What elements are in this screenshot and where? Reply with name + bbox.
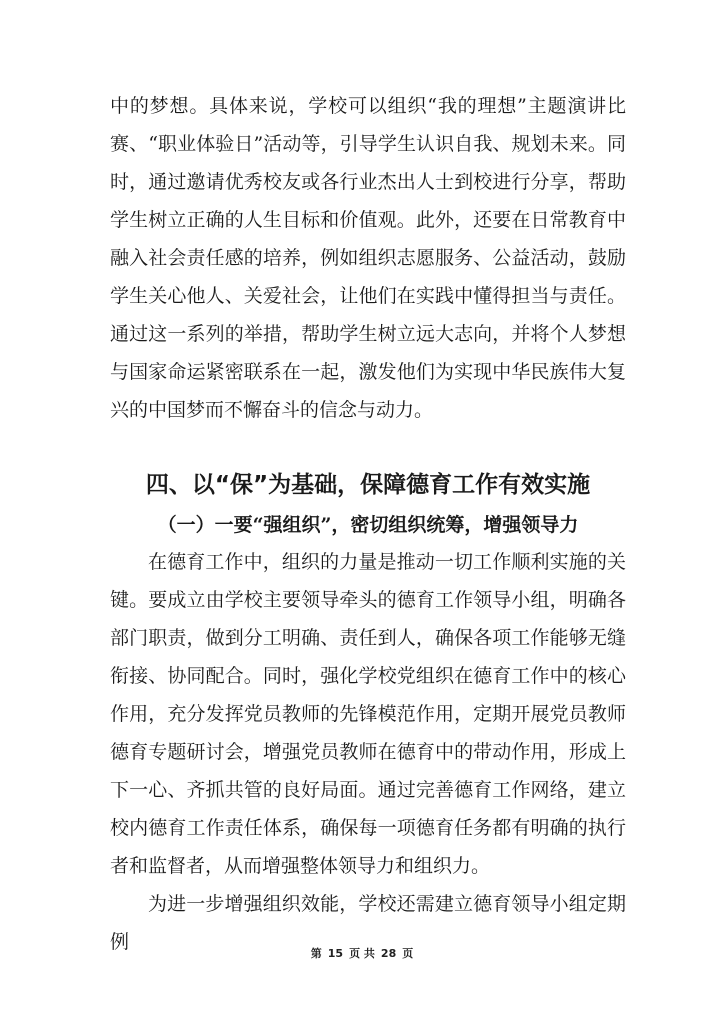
subsection-heading: （一）一要“强组织”，密切组织统筹，增强领导力: [157, 514, 579, 536]
section-paragraph-block: [110, 543, 626, 885]
footer-suffix: 页: [402, 947, 414, 960]
body-paragraph: 为进一步增强组织效能，学校还需建立德育领导小组定期例: [110, 893, 626, 953]
body-paragraph: 中的梦想。具体来说，学校可以组织“我的理想”主题演讲比赛、“职业体验日”活动等，引导学生认识自我、规划未来。同时，通过邀请优秀校友或各行业杰出人士到校进行分享，帮助学生树立正确的人生目标和价值观。此外，还要在日常教育中融入社会责任感的培养，例如组织志愿服务、公益活动，鼓励学生关心他人、关爱社会，让他们在实践中懂得担当与责任。通过这一系列的举措，帮助学生树立远大志向，并将个人梦想与国家命运紧密联系在一起，激发他们为实现中华民族伟大复兴的中国梦而不懈奋斗的信念与动力。: [110, 95, 626, 421]
footer-current-page: 15: [327, 947, 344, 960]
footer-total-pages: 28: [380, 947, 397, 960]
body-paragraph: 在德育工作中，组织的力量是推动一切工作顺利实施的关键。要成立由学校主要领导牵头的德育工作领导小组，明确各部门职责，做到分工明确、责任到人，确保各项工作能够无缝衔接、协同配合。同时，强化学校党组织在德育工作中的核心作用，充分发挥党员教师的先锋模范作用，定期开展党员教师德育专题研讨会，增强党员教师在德育中的带动作用，形成上下一心、齐抓共管的良好局面。通过完善德育工作网络，建立校内德育工作责任体系，确保每一项德育任务都有明确的执行者和监督者，从而增强整体领导力和组织力。: [110, 551, 626, 877]
section-heading: 四、以“保”为基础，保障德育工作有效实施: [145, 472, 591, 498]
continued-paragraph-block: [110, 87, 626, 429]
footer-middle: 页 共: [349, 947, 375, 960]
page-footer: [0, 946, 724, 962]
footer-prefix: 第: [310, 947, 322, 960]
